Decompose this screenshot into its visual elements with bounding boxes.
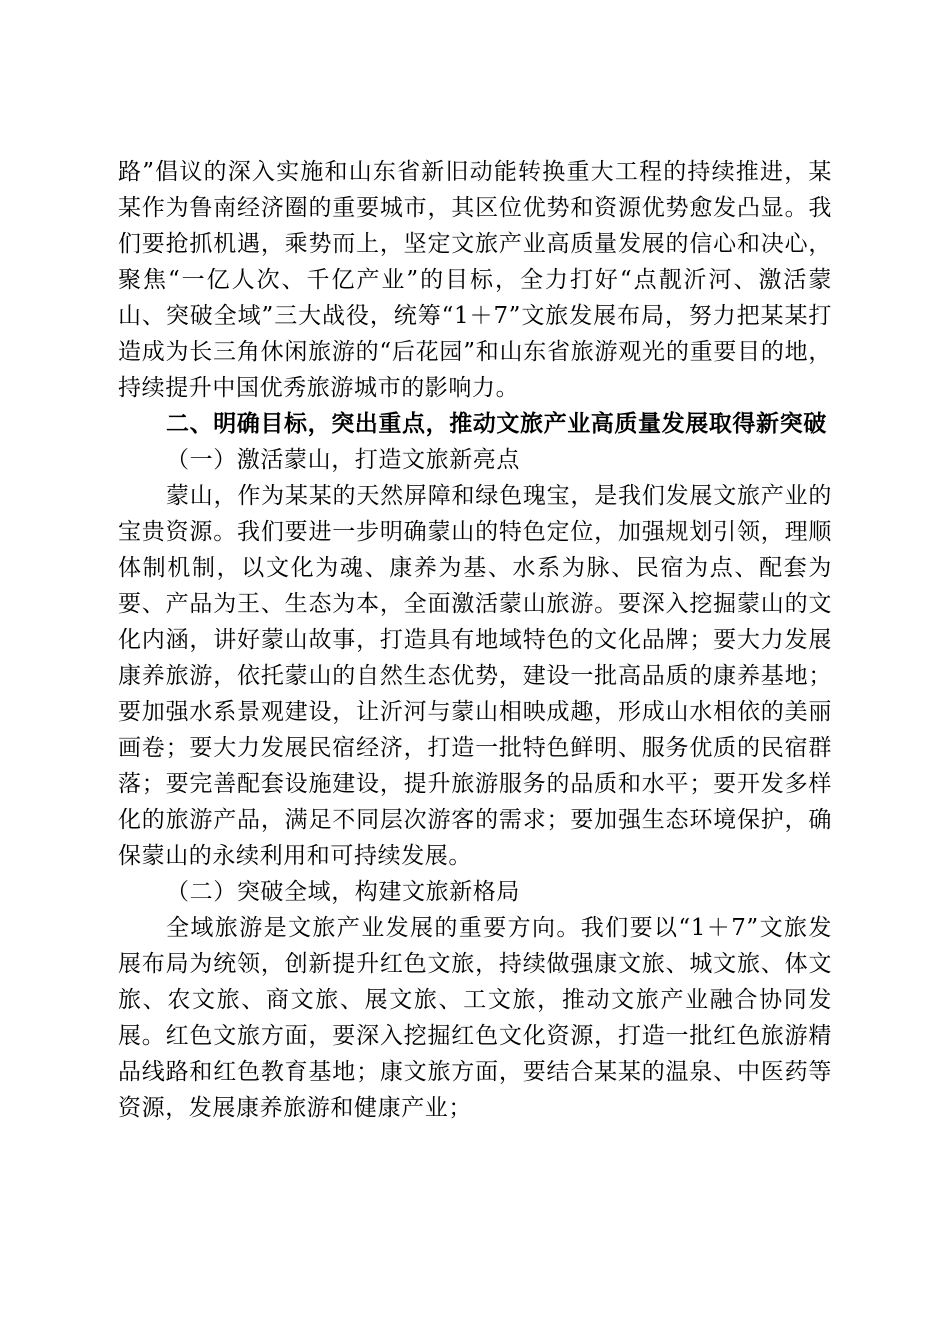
subsection-2-body: 全域旅游是文旅产业发展的重要方向。我们要以“1＋7”文旅发展布局为统领，创新提升红色文旅，持续做强康文旅、城文旅、体文旅、农文旅、商文旅、展文旅、工文旅，推动文旅产业融合协同发展。红色文旅方面，要深入挖掘红色文化资源，打造一批红色旅游精品线路和红色教育基地；康文旅方面，要结合某某的温泉、中医药等资源，发展康养旅游和健康产业；: [118, 915, 832, 1121]
section-2-heading: 二、明确目标，突出重点，推动文旅产业高质量发展取得新突破: [166, 411, 827, 437]
subsection-1-heading: （一）激活蒙山，打造文旅新亮点: [166, 447, 520, 473]
subsection-1-body: 蒙山，作为某某的天然屏障和绿色瑰宝，是我们发展文旅产业的宝贵资源。我们要进一步明确蒙山的特色定位，加强规划引领，理顺体制机制，以文化为魂、康养为基、水系为脉、民宿为点、配套为要、产品为王、生态为本，全面激活蒙山旅游。要深入挖掘蒙山的文化内涵，讲好蒙山故事，打造具有地域特色的文化品牌；要大力发展康养旅游，依托蒙山的自然生态优势，建设一批高品质的康养基地；要加强水系景观建设，让沂河与蒙山相映成趣，形成山水相依的美丽画卷；要大力发展民宿经济，打造一批特色鲜明、服务优质的民宿群落；要完善配套设施建设，提升旅游服务的品质和水平；要开发多样化的旅游产品，满足不同层次游客的需求；要加强生态环境保护，确保蒙山的永续利用和可持续发展。: [118, 483, 832, 869]
subsection-2-heading: （二）突破全域，构建文旅新格局: [166, 879, 520, 905]
document-page: [118, 154, 832, 1126]
intro-paragraph: 路”倡议的深入实施和山东省新旧动能转换重大工程的持续推进，某某作为鲁南经济圈的重要城市，其区位优势和资源优势愈发凸显。我们要抢抓机遇，乘势而上，坚定文旅产业高质量发展的信心和决心，聚焦“一亿人次、千亿产业”的目标，全力打好“点靓沂河、激活蒙山、突破全域”三大战役，统筹“1＋7”文旅发展布局，努力把某某打造成为长三角休闲旅游的“后花园”和山东省旅游观光的重要目的地，持续提升中国优秀旅游城市的影响力。: [118, 159, 832, 401]
